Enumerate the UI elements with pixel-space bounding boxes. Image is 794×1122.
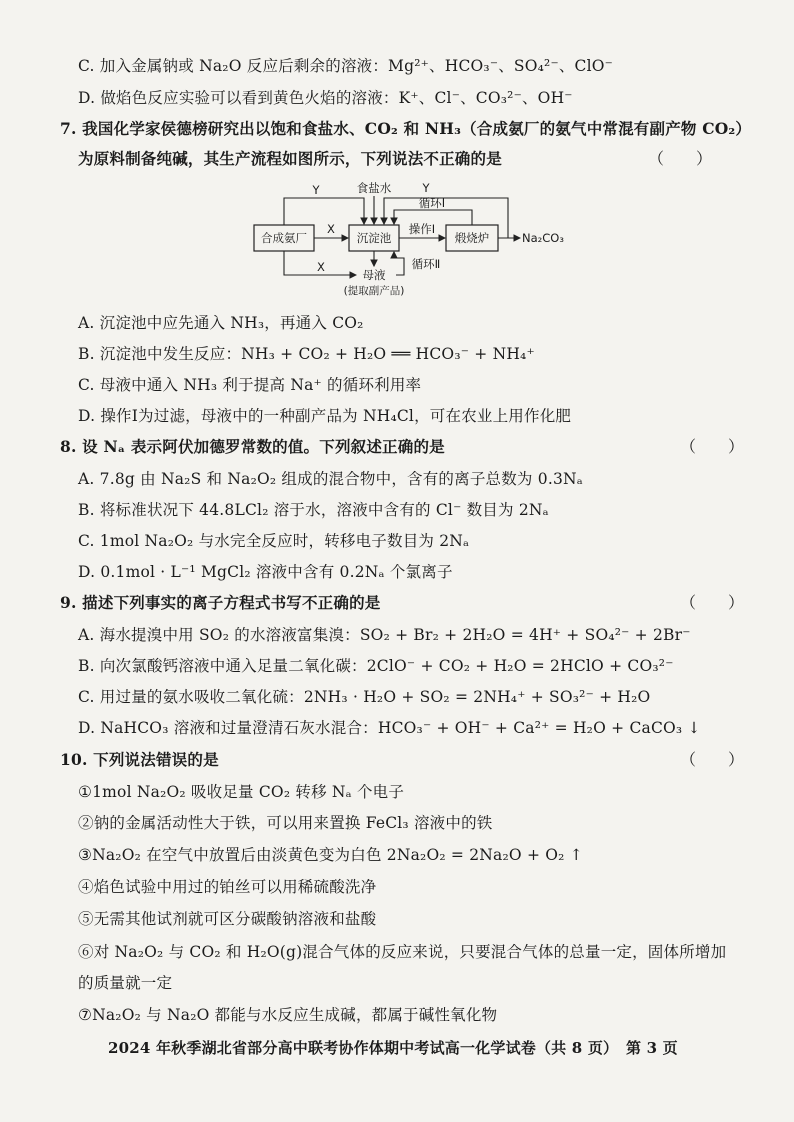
q8-option-b: B. 将标准状况下 44.8LCl₂ 溶于水，溶液中含有的 Cl⁻ 数目为 2Nₐ [78,501,549,519]
y-left-label: Y [312,183,320,197]
operation-1-label: 操作Ⅰ [408,222,436,236]
q7-stem-line2: 为原料制备纯碱，其生产流程如图所示，下列说法不正确的是 [78,149,502,168]
q10-statement-6-line1: ⑥对 Na₂O₂ 与 CO₂ 和 H₂O(g)混合气体的反应来说，只要混合气体的总量一定，固体所增加 [78,943,727,961]
q8-stem: 8. 设 Nₐ 表示阿伏加德罗常数的值。下列叙述正确的是 [60,437,445,456]
q10-statement-7: ⑦Na₂O₂ 与 Na₂O 都能与水反应生成碱，都属于碱性氧化物 [78,1006,498,1024]
q10-statement-5: ⑤无需其他试剂就可区分碳酸钠溶液和盐酸 [78,910,377,928]
cycle-2-arrow [394,252,404,275]
q10-statement-3: ③Na₂O₂ 在空气中放置后由淡黄色变为白色 2Na₂O₂ = 2Na₂O + O₂ ↑ [78,846,583,864]
cycle-2-label: 循环Ⅱ [411,257,441,271]
page-footer: 2024 年秋季湖北省部分高中联考协作体期中考试高一化学试卷（共 8 页） 第 3 页 [108,1039,678,1057]
x-top-label: X [327,222,335,236]
q8-option-c: C. 1mol Na₂O₂ 与水完全反应时，转移电子数目为 2Nₐ [78,532,470,550]
q10-stem: 10. 下列说法错误的是 [60,750,219,769]
q10-statement-4: ④焰色试验中用过的铂丝可以用稀硫酸洗净 [78,878,377,896]
q6-option-c: C. 加入金属钠或 Na₂O 反应后剩余的溶液：Mg²⁺、HCO₃⁻、SO₄²⁻、ClO⁻ [78,57,614,75]
q10-statement-1: ①1mol Na₂O₂ 吸收足量 CO₂ 转移 Nₐ 个电子 [78,783,405,801]
q9-option-c: C. 用过量的氨水吸收二氧化硫：2NH₃ · H₂O + SO₂ = 2NH₄⁺ + SO₃²⁻ + H₂O [78,688,651,706]
y-right-label: Y [422,181,430,195]
q7-answer-blank[interactable]: （ ） [648,149,713,168]
q9-option-d: D. NaHCO₃ 溶液和过量澄清石灰水混合：HCO₃⁻ + OH⁻ + Ca²⁺ = H₂O + CaCO₃ ↓ [78,719,701,737]
q7-option-b: B. 沉淀池中发生反应：NH₃ + CO₂ + H₂O ══ HCO₃⁻ + NH₄⁺ [78,345,535,363]
x-bottom-label: X [317,260,325,274]
q10-answer-blank[interactable]: （ ） [680,750,745,769]
q7-option-a: A. 沉淀池中应先通入 NH₃，再通入 CO₂ [78,314,364,332]
q7-option-c: C. 母液中通入 NH₃ 利于提高 Na⁺ 的循环利用率 [78,376,422,394]
synth-ammonia-label: 合成氨厂 [261,231,307,245]
y-left-arrow [284,198,364,225]
product-label: Na₂CO₃ [522,231,564,245]
q7-stem-line1: 7. 我国化学家侯德榜研究出以饱和食盐水、CO₂ 和 NH₃（合成氨厂的氨气中常混有副产物 CO₂） [60,119,752,138]
production-flow-diagram [236,180,566,305]
q8-option-d: D. 0.1mol · L⁻¹ MgCl₂ 溶液中含有 0.2Nₐ 个氯离子 [78,563,453,581]
q9-answer-blank[interactable]: （ ） [680,593,745,612]
brine-label: 食盐水 [356,181,392,195]
q8-option-a: A. 7.8g 由 Na₂S 和 Na₂O₂ 组成的混合物中，含有的离子总数为 0.3Nₐ [78,470,583,488]
q7-option-d: D. 操作Ⅰ为过滤，母液中的一种副产品为 NH₄Cl，可在农业上用作化肥 [78,407,572,425]
q9-option-b: B. 向次氯酸钙溶液中通入足量二氧化碳：2ClO⁻ + CO₂ + H₂O = 2HClO + CO₃²⁻ [78,657,674,675]
mother-liquor-label: 母液 [362,268,386,282]
q8-answer-blank[interactable]: （ ） [680,437,745,456]
q9-option-a: A. 海水提溴中用 SO₂ 的水溶液富集溴：SO₂ + Br₂ + 2H₂O = 4H⁺ + SO₄²⁻ + 2Br⁻ [78,626,691,644]
calcining-furnace-label: 煅烧炉 [454,231,490,245]
q6-option-d: D. 做焰色反应实验可以看到黄色火焰的溶液：K⁺、Cl⁻、CO₃²⁻、OH⁻ [78,89,573,107]
q9-stem: 9. 描述下列事实的离子方程式书写不正确的是 [60,593,381,612]
q10-statement-2: ②钠的金属活动性大于铁，可以用来置换 FeCl₃ 溶液中的铁 [78,814,493,832]
precipitation-tank-label: 沉淀池 [356,231,392,245]
byproduct-label: (提取副产品) [343,285,405,297]
q10-statement-6-line2: 的质量就一定 [78,974,173,992]
cycle-1-label: 循环Ⅰ [418,196,446,210]
